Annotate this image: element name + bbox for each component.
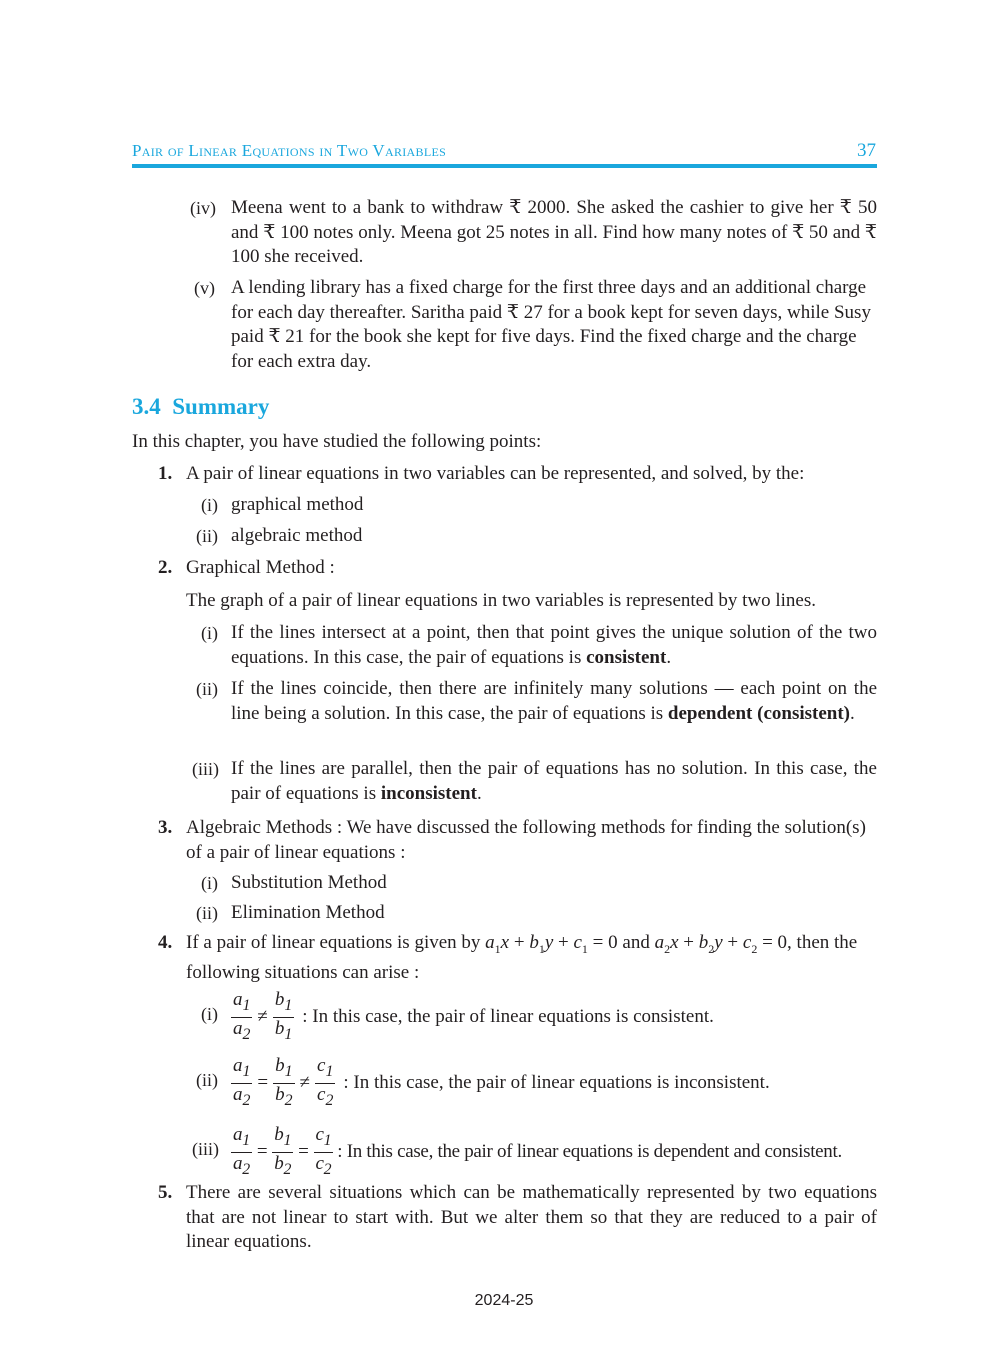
point-2-sub-ii-text: If the lines coincide, then there are infinitely many solutions — each point on the line being a solution. In this case, the pair of equations is dependent (consistent). xyxy=(231,678,877,724)
exercise-iv-text: Meena went to a bank to withdraw ₹ 2000. She asked the cashier to give her ₹ 50 and ₹ 100 notes only. Meena got 25 notes in all. Find how many notes of ₹ 50 and ₹ 100 she received. xyxy=(231,197,877,267)
point-1-sub-i-text: graphical method xyxy=(231,494,364,515)
point-4-sub-ii-label: (ii) xyxy=(196,1070,218,1090)
point-1-sub-i-label: (i) xyxy=(201,495,218,515)
point-4-sub-ii-formula: $\frac{a_1}{a_2}$ = $\frac{b_1}{b_2}$ ≠ $\frac{c_1}{c_2}$ : In this case, the pair of linear equations is inconsistent. xyxy=(233,1055,770,1109)
point-4-sub-i-label: (i) xyxy=(201,1004,218,1024)
point-2-text: The graph of a pair of linear equations in two variables is represented by two lines. xyxy=(186,590,816,611)
point-2-sub-i-text: If the lines intersect at a point, then that point gives the unique solution of the two equations. In this case, the pair of equations is consistent. xyxy=(231,622,877,668)
point-2-sub-i-label: (i) xyxy=(201,623,218,643)
running-head-text: Pair of Linear Equations in Two Variables xyxy=(132,141,447,160)
point-4-sub-iii-label: (iii) xyxy=(192,1139,219,1159)
term-inconsistent: inconsistent xyxy=(380,782,477,804)
point-4-sub-i-formula: $\frac{a_1}{a_2}$ ≠ $\frac{b_1}{b_1}$ : In this case, the pair of linear equations is consistent. xyxy=(233,989,714,1043)
point-3-sub-ii-text: Elimination Method xyxy=(231,902,385,923)
point-1-sub-ii-text: algebraic method xyxy=(231,525,363,546)
point-2-sub-ii-label: (ii) xyxy=(196,679,218,699)
point-4-number: 4. xyxy=(158,932,173,953)
point-4-sub-iii-text: : In this case, the pair of linear equations is dependent and consistent. xyxy=(337,1141,842,1163)
header-rule xyxy=(132,164,877,168)
exercise-v-text: A lending library has a fixed charge for the first three days and an additional charge for each day thereafter. Saritha paid ₹ 27 for a book kept for seven days, while Susy paid ₹ 21 for the book she kept for five days. Find the fixed charge and the charge for each extra day. xyxy=(231,277,871,372)
point-1-number: 1. xyxy=(158,463,173,484)
point-3-sub-i-text: Substitution Method xyxy=(231,872,387,893)
equation-2: $a_2x + b_2y + c_2 = 0$ xyxy=(654,932,788,956)
point-5-text: There are several situations which can be mathematically represented by two equations that are not linear to start with. But we alter them so that they are reduced to a pair of linear equations. xyxy=(186,1182,877,1252)
point-2-number: 2. xyxy=(158,557,173,578)
point-1-text: A pair of linear equations in two variables can be represented, and solved, by the: xyxy=(186,463,805,484)
point-2-sub-iii-text: If the lines are parallel, then the pair of equations has no solution. In this case, the pair of equations is inconsistent. xyxy=(231,758,877,804)
point-3-text: Algebraic Methods : We have discussed the following methods for finding the solution(s) of a pair of linear equations : xyxy=(186,817,866,863)
term-dependent: dependent (consistent) xyxy=(667,702,851,724)
point-3-sub-i-label: (i) xyxy=(201,873,218,893)
point-4-text: If a pair of linear equations is given by $a_1x + b_1y + c_1 = 0$ and $a_2x + b_2y + c_2 = 0$, then the following situations can arise : xyxy=(186,932,858,984)
point-4-sub-iii-formula: $\frac{a_1}{a_2}$ = $\frac{b_1}{b_2}$ = $\frac{c_1}{c_2}$ : In this case, the pair of linear equations is dependent and consistent. xyxy=(233,1124,842,1178)
term-consistent: consistent xyxy=(586,646,667,668)
section-title xyxy=(132,394,269,420)
point-4-sub-i-text: : In this case, the pair of linear equations is consistent. xyxy=(302,1006,714,1028)
point-3-sub-ii-label: (ii) xyxy=(196,903,218,923)
section-name: Summary xyxy=(172,394,270,419)
page-number: 37 xyxy=(857,140,876,161)
footer-year: 2024-25 xyxy=(474,1292,534,1309)
equation-1: $a_1x + b_1y + c_1 = 0$ xyxy=(485,932,618,956)
point-2-heading: Graphical Method : xyxy=(186,557,335,578)
running-head xyxy=(132,141,446,161)
exercise-v-label: (v) xyxy=(194,278,215,298)
point-1-sub-ii-label: (ii) xyxy=(196,526,218,546)
exercise-iv-label: (iv) xyxy=(190,198,216,218)
section-number: 3.4 xyxy=(132,394,161,419)
summary-intro: In this chapter, you have studied the following points: xyxy=(132,431,542,452)
point-4-sub-ii-text: : In this case, the pair of linear equations is inconsistent. xyxy=(343,1072,770,1094)
point-2-sub-iii-label: (iii) xyxy=(192,759,219,779)
point-3-number: 3. xyxy=(158,817,173,838)
point-5-number: 5. xyxy=(158,1182,173,1203)
